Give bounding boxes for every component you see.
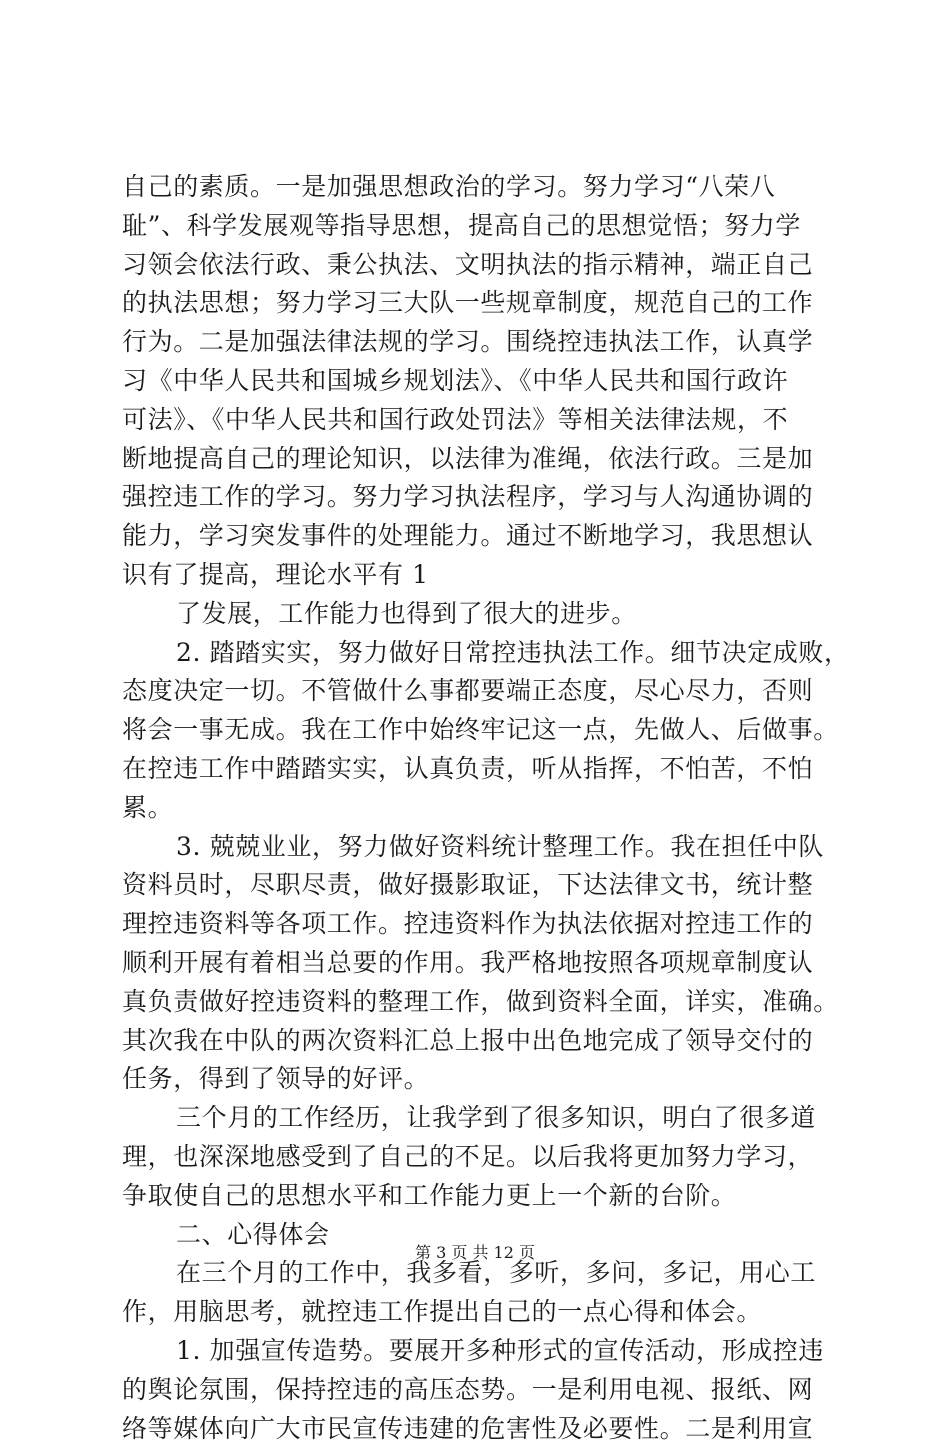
text-line: 3. 兢兢业业，努力做好资料统计整理工作。我在担任中队	[122, 828, 834, 867]
text-line: 习领会依法行政、秉公执法、文明执法的指示精神，端正自己	[122, 246, 834, 285]
text-line: 在三个月的工作中，我多看，多听，多问，多记，用心工	[122, 1254, 834, 1293]
text-line: 习《中华人民共和国城乡规划法》、《中华人民共和国行政许	[122, 362, 834, 401]
text-line: 理控违资料等各项工作。控违资料作为执法依据对控违工作的	[122, 905, 834, 944]
text-line: 资料员时，尽职尽责，做好摄影取证，下达法律文书，统计整	[122, 866, 834, 905]
text-line: 1. 加强宣传造势。要展开多种形式的宣传活动，形成控违	[122, 1332, 834, 1371]
text-line: 强控违工作的学习。努力学习执法程序，学习与人沟通协调的	[122, 478, 834, 517]
text-line: 可法》、《中华人民共和国行政处罚法》等相关法律法规，不	[122, 401, 834, 440]
text-line: 顺利开展有着相当总要的作用。我严格地按照各项规章制度认	[122, 944, 834, 983]
text-line: 行为。二是加强法律法规的学习。围绕控违执法工作，认真学	[122, 323, 834, 362]
text-line: 真负责做好控违资料的整理工作，做到资料全面，详实，准确。	[122, 983, 834, 1022]
text-line: 累。	[122, 789, 834, 828]
text-line: 自己的素质。一是加强思想政治的学习。努力学习“八荣八	[122, 168, 834, 207]
text-line: 争取使自己的思想水平和工作能力更上一个新的台阶。	[122, 1177, 834, 1216]
text-line: 络等媒体向广大市民宣传违建的危害性及必要性。二是利用宣	[122, 1410, 834, 1448]
text-line: 断地提高自己的理论知识，以法律为准绳，依法行政。三是加	[122, 440, 834, 479]
text-line: 2. 踏踏实实，努力做好日常控违执法工作。细节决定成败，	[122, 634, 834, 673]
text-line: 的执法思想；努力学习三大队一些规章制度，规范自己的工作	[122, 284, 834, 323]
text-line: 的舆论氛围，保持控违的高压态势。一是利用电视、报纸、网	[122, 1371, 834, 1410]
page-footer: 第 3 页 共 12 页	[0, 1243, 950, 1263]
text-line: 在控违工作中踏踏实实，认真负责，听从指挥，不怕苦，不怕	[122, 750, 834, 789]
text-line: 三个月的工作经历，让我学到了很多知识，明白了很多道	[122, 1099, 834, 1138]
text-line: 理，也深深地感受到了自己的不足。以后我将更加努力学习，	[122, 1138, 834, 1177]
text-line: 了发展，工作能力也得到了很大的进步。	[122, 595, 834, 634]
text-line: 二、心得体会	[122, 1216, 834, 1255]
text-line: 任务，得到了领导的好评。	[122, 1060, 834, 1099]
text-line: 识有了提高，理论水平有 1	[122, 556, 834, 595]
text-line: 将会一事无成。我在工作中始终牢记这一点，先做人、后做事。	[122, 711, 834, 750]
text-line: 能力，学习突发事件的处理能力。通过不断地学习，我思想认	[122, 517, 834, 556]
text-line: 态度决定一切。不管做什么事都要端正态度，尽心尽力，否则	[122, 672, 834, 711]
text-line: 作，用脑思考，就控违工作提出自己的一点心得和体会。	[122, 1293, 834, 1332]
text-line: 耻”、科学发展观等指导思想，提高自己的思想觉悟；努力学	[122, 207, 834, 246]
text-line: 其次我在中队的两次资料汇总上报中出色地完成了领导交付的	[122, 1022, 834, 1061]
